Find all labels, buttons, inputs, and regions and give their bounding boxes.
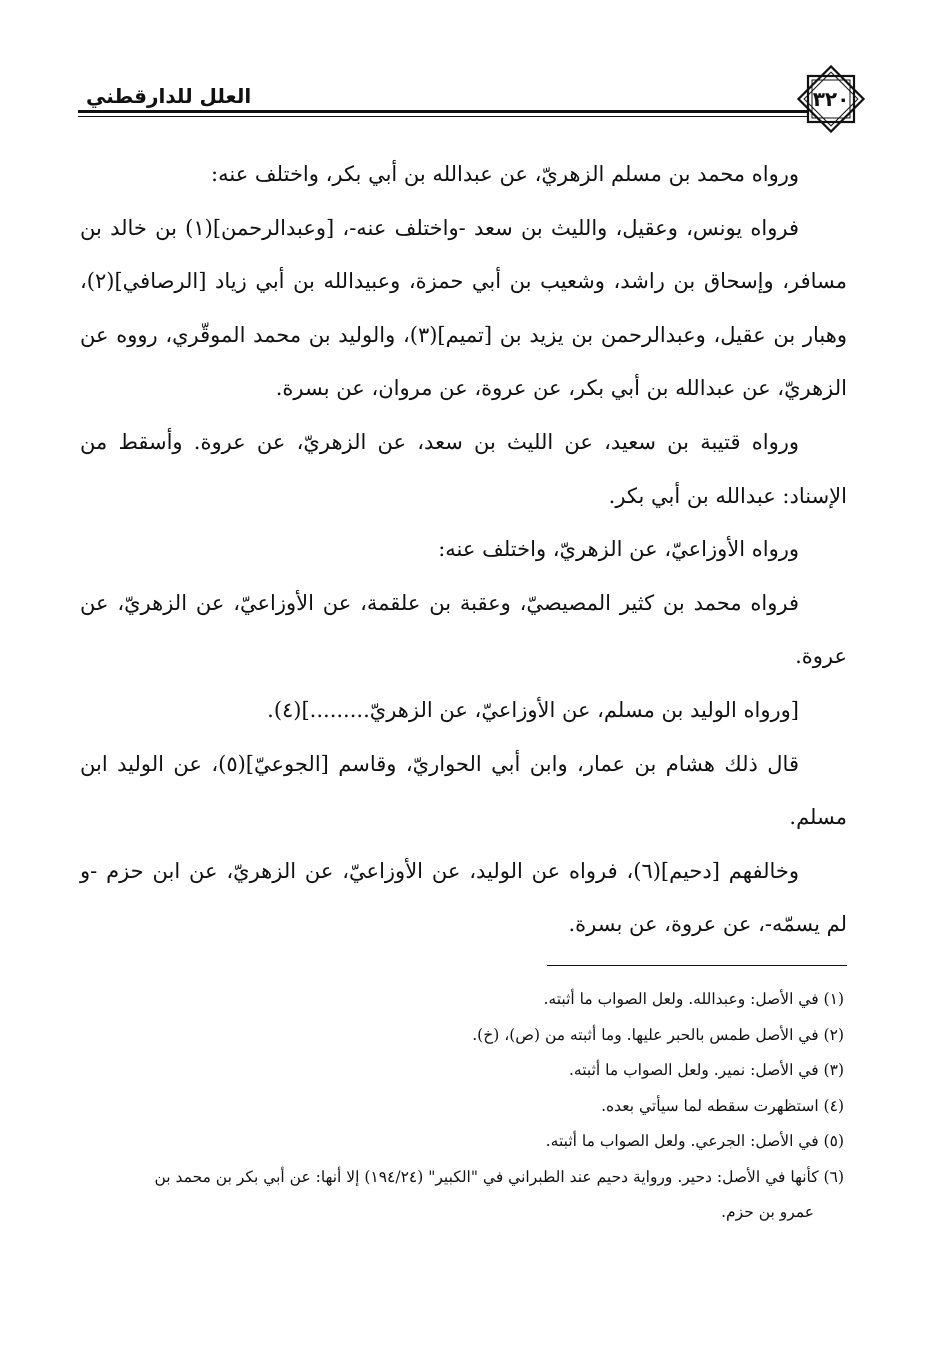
footnotes xyxy=(76,982,844,1231)
page-number: ٣٢٠ xyxy=(812,87,850,111)
header-rule-thin xyxy=(78,116,808,117)
paragraph: فرواه يونس، وعقيل، والليث بن سعد -واختلف عنه-، [وعبدالرحمن](١) بن خالد بن مسافر، وإسحاق بن راشد، وشعيب بن أبي حمزة، وعبيدالله بن أبي زياد [الرصافي](٢)، وهبار بن عقيل، وعبدالرحمن بن يزيد بن [تميم](٣)، والوليد بن محمد الموقّري، رووه عن الزهريّ، عن عبدالله بن أبي بكر، عن عروة، عن مروان، عن بسرة. xyxy=(80,215,847,401)
footnote: (٣) في الأصل: نمير. ولعل الصواب ما أثبته. xyxy=(569,1061,844,1079)
footnote: (٥) في الأصل: الجرعي. ولعل الصواب ما أثبته. xyxy=(545,1132,844,1150)
paragraph: فرواه محمد بن كثير المصيصيّ، وعقبة بن علقمة، عن الأوزاعيّ، عن الزهريّ، عن عروة. xyxy=(80,590,847,669)
footnote-separator xyxy=(547,965,847,966)
paragraph: ورواه الأوزاعيّ، عن الزهريّ، واختلف عنه: xyxy=(438,537,799,562)
page-number-badge xyxy=(794,62,868,136)
header-rule xyxy=(78,110,808,120)
paragraph: قال ذلك هشام بن عمار، وابن أبي الحواريّ، وقاسم [الجوعيّ](٥)، عن الوليد ابن مسلم. xyxy=(80,751,847,830)
footnote-continuation: عمرو بن حزم. xyxy=(721,1203,814,1221)
footnote: (١) في الأصل: وعبدالله. ولعل الصواب ما أثبته. xyxy=(543,990,844,1008)
paragraph: ورواه قتيبة بن سعيد، عن الليث بن سعد، عن الزهريّ، عن عروة. وأسقط من الإسناد: عبدالله بن أبي بكر. xyxy=(80,429,847,508)
paragraph: [ورواه الوليد بن مسلم، عن الأوزاعيّ، عن الزهريّ.........](٤). xyxy=(267,697,799,722)
running-title: العلل للدارقطني xyxy=(86,84,252,108)
paragraph: ورواه محمد بن مسلم الزهريّ، عن عبدالله بن أبي بكر، واختلف عنه: xyxy=(211,162,799,186)
paragraph: وخالفهم [دحيم](٦)، فرواه عن الوليد، عن الأوزاعيّ، عن الزهريّ، عن ابن حزم -و لم يسمّه-، عن عروة، عن بسرة. xyxy=(80,858,847,937)
footnote: (٦) كأنها في الأصل: دحير. ورواية دحيم عند الطبراني في "الكبير" (١٩٤/٢٤) إلا أنها: عن أبي بكر بن محمد بن xyxy=(154,1167,844,1186)
footnote: (٢) في الأصل طمس بالحبر عليها. وما أثبته من (ص)، (خ). xyxy=(472,1025,844,1044)
page-header xyxy=(78,62,868,132)
main-text xyxy=(80,148,847,952)
header-rule-thick xyxy=(78,110,808,113)
footnote: (٤) استظهرت سقطه لما سيأتي بعده. xyxy=(601,1096,844,1115)
